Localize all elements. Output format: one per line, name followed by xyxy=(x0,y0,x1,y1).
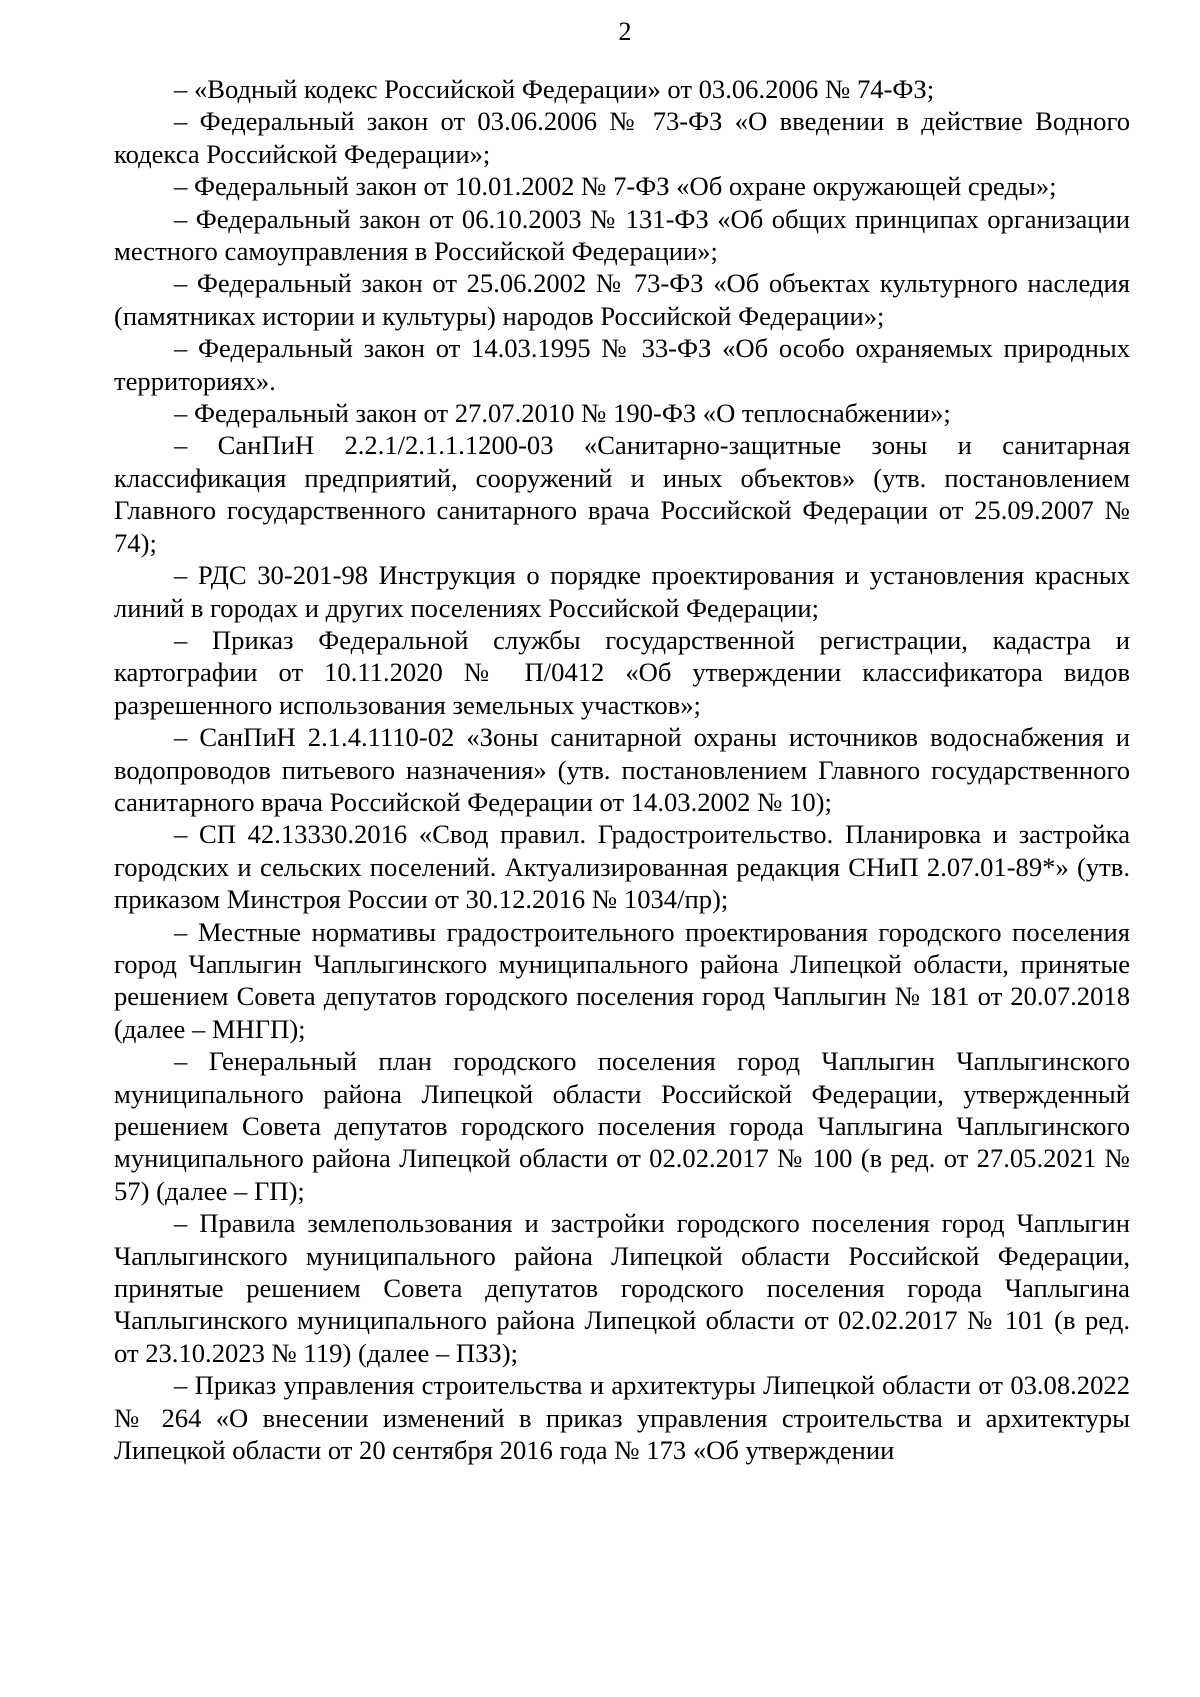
list-item: – Правила землепользования и застройки городского поселения город Чаплыгин Чаплыгинского муниципального района Липецкой области Российской Федерации, принятые решением Совета депутатов городского поселения города Чаплыгина Чаплыгинского муниципального района Липецкой области от 02.02.2017 № 101 (в ред. от 23.10.2023 № 119) (далее – ПЗЗ); xyxy=(114,1208,1130,1368)
list-item: – Генеральный план городского поселения город Чаплыгин Чаплыгинского муниципального района Липецкой области Российской Федерации, утвержденный решением Совета депутатов городского поселения города Чаплыгина Чаплыгинского муниципального района Липецкой области от 02.02.2017 № 100 (в ред. от 27.05.2021 № 57) (далее – ГП); xyxy=(114,1046,1130,1206)
list-item: – Федеральный закон от 14.03.1995 № 33-ФЗ «Об особо охраняемых природных территориях». xyxy=(114,333,1130,396)
list-item: – СанПиН 2.1.4.1110-02 «Зоны санитарной охраны источников водоснабжения и водопроводов питьевого назначения» (утв. постановлением Главного государственного санитарного врача Российской Федерации от 14.03.2002 № 10); xyxy=(114,722,1130,817)
page-number: 2 xyxy=(618,17,632,46)
list-item: – Федеральный закон от 27.07.2010 № 190-ФЗ «О теплоснабжении»; xyxy=(174,398,951,429)
list-item: – Приказ управления строительства и архитектуры Липецкой области от 03.08.2022 № 264 «О внесении изменений в приказ управления строительства и архитектуры Липецкой области от 20 сентября 2016 года № 173 «Об утверждении xyxy=(114,1370,1130,1466)
list-item: – СанПиН 2.2.1/2.1.1.1200-03 «Санитарно-защитные зоны и санитарная классификация предприятий, сооружений и иных объектов» (утв. постановлением Главного государственного санитарного врача Российской Федерации от 25.09.2007 № 74); xyxy=(114,430,1130,558)
list-item: – Федеральный закон от 06.10.2003 № 131-ФЗ «Об общих принципах организации местного самоуправления в Российской Федерации»; xyxy=(114,203,1130,267)
list-item: – Федеральный закон от 03.06.2006 № 73-ФЗ «О введении в действие Водного кодекса Российской Федерации»; xyxy=(114,106,1130,169)
document-body xyxy=(114,73,1130,1466)
list-item: – Местные нормативы градостроительного проектирования городского поселения город Чаплыгин Чаплыгинского муниципального района Липецкой области, принятые решением Совета депутатов городского поселения город Чаплыгин № 181 от 20.07.2018 (далее – МНГП); xyxy=(114,916,1130,1044)
list-item: – СП 42.13330.2016 «Свод правил. Градостроительство. Планировка и застройка городских и сельских поселений. Актуализированная редакция СНиП 2.07.01-89*» (утв. приказом Минстроя России от 30.12.2016 № 1034/пр); xyxy=(114,819,1130,915)
list-item: – «Водный кодекс Российской Федерации» от 03.06.2006 № 74-ФЗ; xyxy=(174,74,935,104)
list-item: – Федеральный закон от 25.06.2002 № 73-ФЗ «Об объектах культурного наследия (памятниках истории и культуры) народов Российской Федерации»; xyxy=(114,268,1130,331)
list-item: – Федеральный закон от 10.01.2002 № 7-ФЗ «Об охране окружающей среды»; xyxy=(174,171,1057,202)
list-item: – Приказ Федеральной службы государственной регистрации, кадастра и картографии от 10.11.2020 № П/0412 «Об утверждении классификатора видов разрешенного использования земельных участков»; xyxy=(114,624,1130,720)
list-item: – РДС 30-201-98 Инструкция о порядке проектирования и установления красных линий в городах и других поселениях Российской Федерации; xyxy=(114,560,1130,623)
